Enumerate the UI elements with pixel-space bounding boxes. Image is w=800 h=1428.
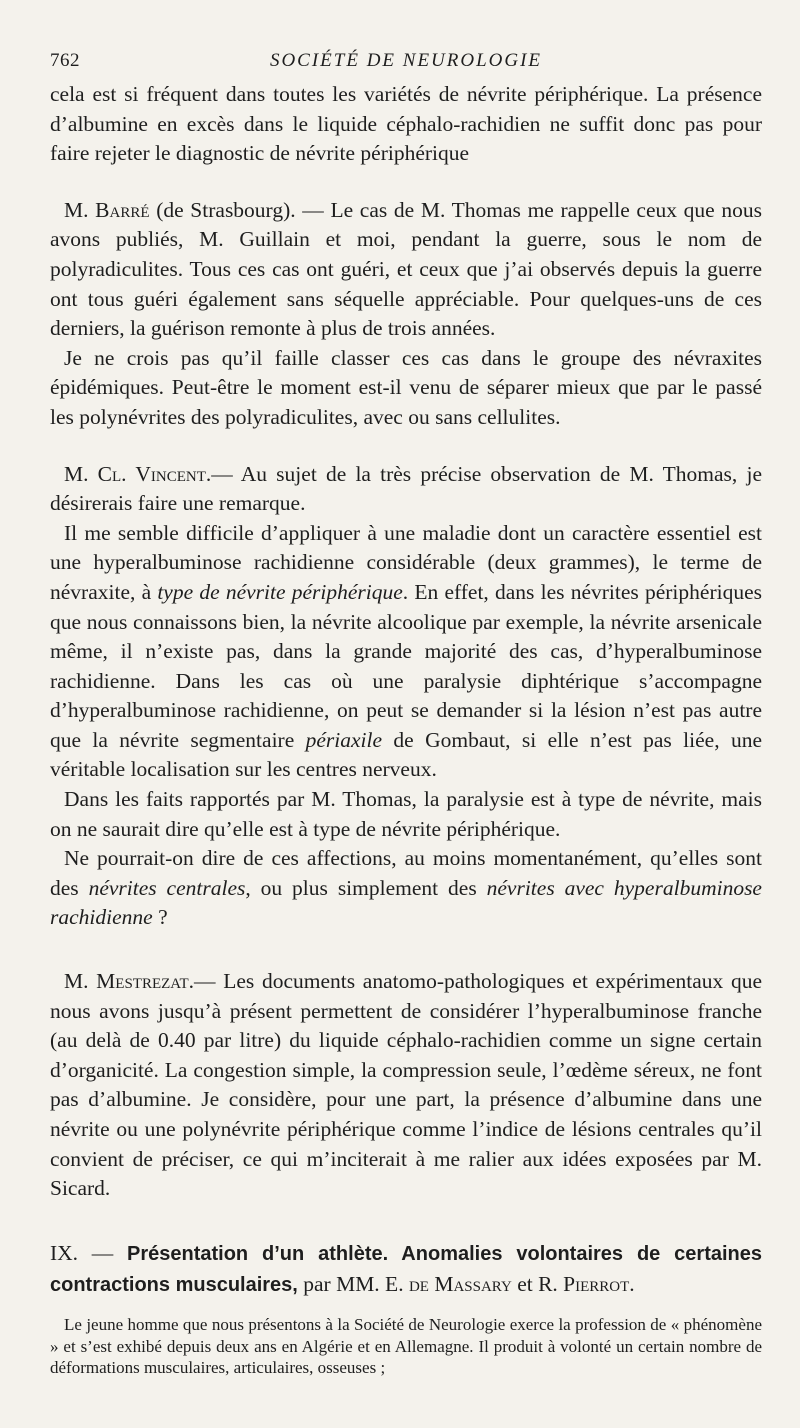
vincent-paragraph bbox=[50, 460, 762, 519]
speaker-vincent: M. Cl. Vincent. bbox=[64, 461, 212, 486]
vincent-p2-italic-2: périaxile bbox=[305, 727, 383, 752]
vincent-p4-text-a: Ne pourrait-on dire de ces affections, au moins momentanément, qu’elles sont des bbox=[50, 846, 762, 900]
barre-paragraph-2: Je ne crois pas qu’il faille classer ces cas dans le groupe des névraxites épidémiques. Peut-être le moment est-il venu de séparer mieux que par le passé les polynévrites des polyradiculites, avec ou sans cellulites. bbox=[50, 345, 762, 429]
barre-paragraph bbox=[50, 196, 762, 344]
vincent-p2-text-b: . En effet, dans les névrites périphériques que nous connaissons bien, la névrite alcoolique par exemple, la névrite arsenicale même, il n’existe pas, dans la grande majorité des cas, d’hyperalbuminose rachidienne. Dans les cas où une paralysie diphtérique s’accompagne d’hyperalbuminose rachidienne, on peut se demander si la lésion n’est pas autre que la névrite segmentaire bbox=[50, 579, 762, 752]
document-page bbox=[50, 48, 762, 1408]
paragraph-continuation: cela est si fréquent dans toutes les variétés de névrite périphérique. La présence d’albumine en excès dans le liquide céphalo-rachidien ne suffit donc pas pour faire rejeter le diagnostic de névrite périphérique bbox=[50, 82, 762, 166]
speaker-barre: M. Barré bbox=[64, 197, 150, 222]
section-author-2: Pierrot. bbox=[563, 1271, 635, 1296]
section-heading bbox=[50, 1238, 762, 1300]
running-title: SOCIÉTÉ DE NEUROLOGIE bbox=[269, 50, 543, 71]
vincent-p4-italic-2: névrites avec hyperalbuminose rachidienne bbox=[50, 875, 762, 930]
vincent-paragraph-2 bbox=[50, 519, 762, 785]
vincent-p4-text-c: ? bbox=[152, 905, 168, 930]
vincent-text: — Au sujet de la très précise observation de M. Thomas, je désirerais faire une remarque. bbox=[50, 461, 762, 516]
section-title: Présentation d’un athlète. Anomalies volontaires de certaines contractions musculaires, bbox=[50, 1242, 762, 1296]
section-authors-mid: et R. bbox=[517, 1271, 558, 1296]
vincent-p4-italic: névrites centrales bbox=[88, 875, 246, 900]
section-number: IX. — bbox=[50, 1240, 114, 1265]
section-authors-prefix: par MM. E. bbox=[303, 1271, 404, 1296]
mestrezat-text: — Les documents anatomo-pathologiques et expérimentaux que nous avons jusqu’à présent permettent de considérer l’hyperalbuminose franche (au delà de 0.40 par litre) du liquide céphalo-rachidien comme un signe certain d’organicité. La congestion simple, la compression seule, l’œdème séreux, ne font pas d’albumine. Je considère, pour une part, la présence d’albumine dans une névrite ou une polynévrite périphérique comme l’indice de lésions centrales qu’il convient de préciser, ce qui m’inciterait à me ralier aux idées exposées par M. Sicard. bbox=[50, 969, 762, 1201]
page-header bbox=[50, 48, 762, 80]
page-number: 762 bbox=[50, 50, 80, 71]
speaker-mestrezat: M. Mestrezat. bbox=[64, 969, 195, 994]
vincent-p4-text-b: , ou plus simplement des bbox=[245, 875, 487, 900]
vincent-p2-text-a: Il me semble difficile d’appliquer à une maladie dont un caractère essentiel est une hyperalbuminose rachidienne considérable (deux grammes), le terme de névraxite, à bbox=[50, 520, 762, 604]
barre-text: (de Strasbourg). — Le cas de M. Thomas me rappelle ceux que nous avons publiés, M. Guillain et moi, pendant la guerre, sous le nom de polyradiculites. Tous ces cas ont guéri, et ceux que j’ai observés depuis la guerre ont tous guéri également sans séquelle appréciable. Pour quelques-uns de ces derniers, la guérison remonte à plus de trois années. bbox=[50, 197, 762, 341]
mestrezat-paragraph bbox=[50, 967, 762, 1204]
vincent-p2-italic: type de névrite périphérique bbox=[157, 579, 403, 604]
vincent-p2-text-c: de Gombaut, si elle n’est pas liée, une véritable localisation sur les centres nerveux. bbox=[50, 727, 762, 782]
section-body: Le jeune homme que nous présentons à la Société de Neurologie exerce la profession de « phénomène » et s’est exhibé depuis deux ans en Algérie et en Allemagne. Il produit à volonté un certain nombre de déformations musculaires, articulaires, osseuses ; bbox=[50, 1314, 762, 1378]
vincent-paragraph-4 bbox=[50, 844, 762, 933]
section-author-1: de Massary bbox=[408, 1271, 512, 1296]
vincent-paragraph-3: Dans les faits rapportés par M. Thomas, la paralysie est à type de névrite, mais on ne saurait dire qu’elle est à type de névrite périphérique. bbox=[50, 787, 762, 841]
